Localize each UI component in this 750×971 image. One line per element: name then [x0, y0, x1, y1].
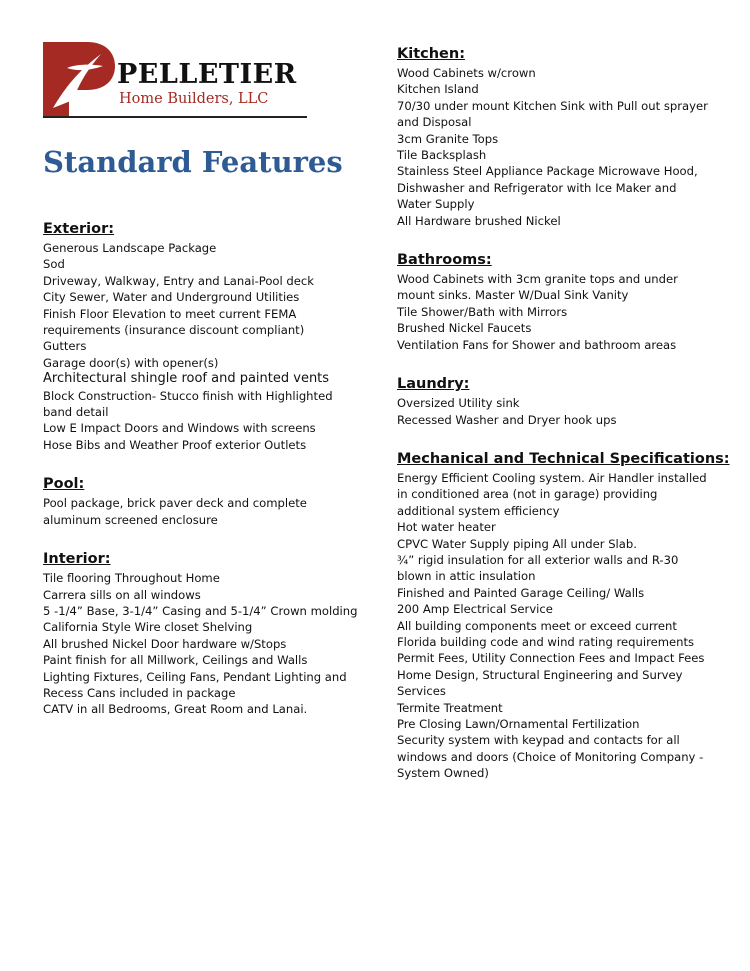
section-heading: Mechanical and Technical Specifications:: [397, 450, 730, 467]
feature-item: Pool package, brick paver deck and complete aluminum screened enclosure: [43, 496, 307, 527]
feature-item: Tile Shower/Bath with Mirrors: [397, 304, 568, 319]
feature-item: Architectural shingle roof and painted vents: [43, 371, 330, 387]
feature-item: Driveway, Walkway, Entry and Lanai-Pool deck: [43, 273, 315, 288]
feature-item: Hose Bibs and Weather Proof exterior Outlets: [43, 437, 307, 452]
feature-item: Garage door(s) with opener(s): [43, 355, 219, 370]
feature-item: 3cm Granite Tops: [397, 131, 499, 146]
feature-item: Wood Cabinets with 3cm granite tops and under mount sinks. Master W/Dual Sink Vanity: [397, 272, 678, 303]
feature-item: Security system with keypad and contacts for all windows and doors (Choice of Monitoring Company - System Owned): [397, 733, 704, 781]
feature-item: Block Construction- Stucco finish with Highlighted band detail: [43, 388, 333, 420]
feature-item: California Style Wire closet Shelving: [43, 620, 253, 635]
feature-list: [397, 65, 713, 229]
section-heading: Pool:: [43, 476, 85, 493]
right-column: [397, 45, 730, 804]
feature-item: Pre Closing Lawn/Ornamental Fertilization: [397, 717, 640, 731]
feature-item: All brushed Nickel Door hardware w/Stops: [43, 636, 287, 651]
feature-item: Generous Landscape Package: [43, 241, 217, 255]
feature-item: Finished and Painted Garage Ceiling/ Walls: [397, 585, 645, 600]
feature-item: CPVC Water Supply piping All under Slab.: [397, 536, 637, 551]
logo-divider: [43, 116, 307, 118]
section-pool: [43, 475, 363, 528]
feature-list: [397, 470, 713, 782]
feature-item: Finish Floor Elevation to meet current FEMA requirements (insurance discount compliant): [43, 306, 305, 338]
feature-item: Energy Efficient Cooling system. Air Handler installed in conditioned area (not in garage) providing additional system efficiency: [397, 470, 707, 518]
feature-item: 70/30 under mount Kitchen Sink with Pull out sprayer and Disposal: [397, 98, 708, 130]
feature-item: CATV in all Bedrooms, Great Room and Lanai.: [43, 702, 308, 717]
pelletier-p-logo-icon: [43, 42, 115, 116]
feature-list: [43, 495, 363, 528]
section-exterior: [43, 220, 363, 453]
feature-item: All Hardware brushed Nickel: [397, 213, 561, 228]
feature-item: Permit Fees, Utility Connection Fees and Impact Fees: [397, 651, 705, 666]
feature-item: Wood Cabinets w/crown: [397, 66, 536, 80]
feature-item: Paint finish for all Millwork, Ceilings and Walls: [43, 653, 308, 668]
feature-item: Brushed Nickel Faucets: [397, 321, 532, 336]
feature-item: All building components meet or exceed current Florida building code and wind rating requirements: [397, 618, 695, 649]
feature-item: 5 -1/4” Base, 3-1/4” Casing and 5-1/4” Crown molding: [43, 603, 358, 618]
section-heading: Bathrooms:: [397, 252, 492, 269]
feature-item: Gutters: [43, 339, 87, 354]
section-heading: Exterior:: [43, 221, 115, 237]
feature-item: Recessed Washer and Dryer hook ups: [397, 412, 617, 427]
logo-company-subtitle: Home Builders, LLC: [119, 91, 269, 107]
feature-item: Tile flooring Throughout Home: [43, 571, 220, 586]
section-heading: Kitchen:: [397, 46, 466, 62]
feature-list: [43, 570, 363, 718]
section-heading: Interior:: [43, 551, 111, 568]
feature-list: [397, 271, 713, 353]
section-laundry: [397, 375, 713, 428]
feature-item: 200 Amp Electrical Service: [397, 602, 553, 617]
feature-item: Stainless Steel Appliance Package Microwave Hood, Dishwasher and Refrigerator with Ice Maker and Water Supply: [397, 164, 698, 212]
logo-company-name: PELLETIER: [117, 59, 297, 90]
left-column: [43, 220, 363, 740]
feature-item: City Sewer, Water and Underground Utilities: [43, 290, 300, 305]
feature-item: Termite Treatment: [397, 700, 503, 715]
feature-item: Oversized Utility sink: [397, 396, 520, 411]
feature-list: [397, 395, 713, 428]
feature-item: ¾” rigid insulation for all exterior walls and R-30 blown in attic insulation: [397, 552, 679, 584]
feature-item: Carrera sills on all windows: [43, 587, 201, 602]
section-mechanical-and-technical-specifications: [397, 450, 730, 782]
section-kitchen: [397, 45, 713, 229]
feature-list: [43, 240, 363, 453]
feature-item: Ventilation Fans for Shower and bathroom areas: [397, 337, 677, 352]
section-bathrooms: [397, 251, 713, 353]
page-title: Standard Features: [43, 145, 343, 179]
feature-item: Lighting Fixtures, Ceiling Fans, Pendant Lighting and Recess Cans included in package: [43, 669, 347, 700]
feature-item: Home Design, Structural Engineering and Survey Services: [397, 667, 683, 699]
company-logo: [43, 42, 308, 120]
section-interior: [43, 550, 363, 718]
feature-item: Low E Impact Doors and Windows with screens: [43, 421, 316, 436]
feature-item: Tile Backsplash: [397, 148, 487, 163]
feature-item: Hot water heater: [397, 520, 496, 535]
feature-item: Sod: [43, 257, 65, 272]
feature-item: Kitchen Island: [397, 82, 479, 97]
section-heading: Laundry:: [397, 376, 470, 393]
